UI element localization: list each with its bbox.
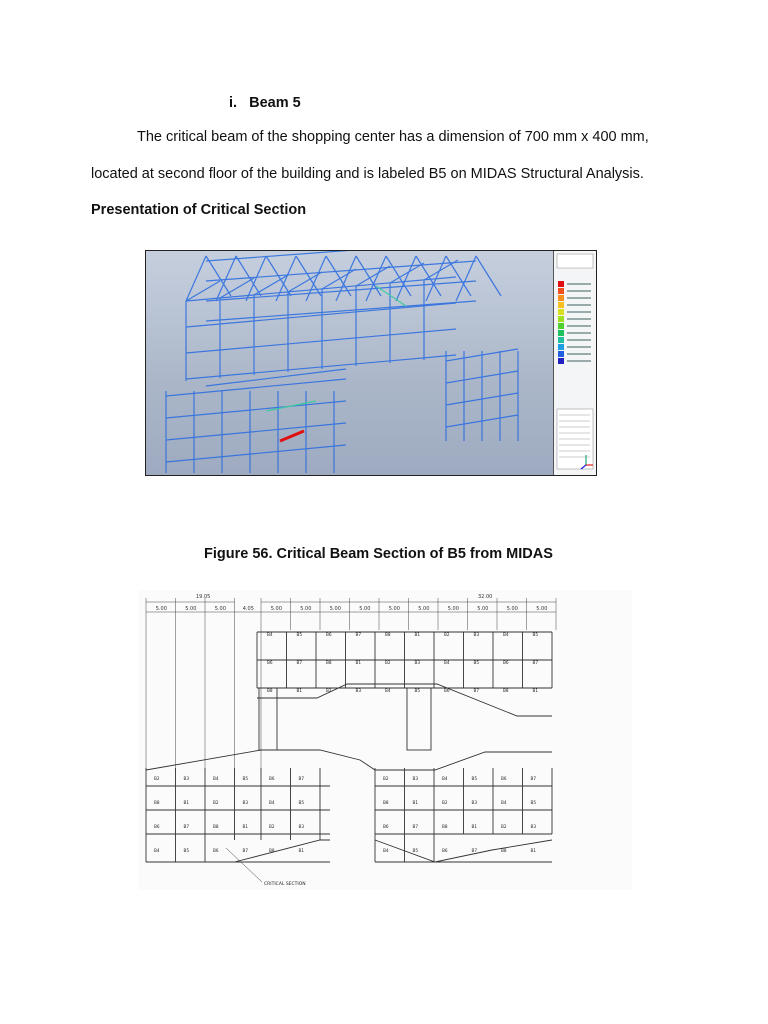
dim-left-total: 19.05 <box>196 594 211 600</box>
svg-text:B2: B2 <box>501 824 507 829</box>
svg-text:B7: B7 <box>298 776 305 781</box>
svg-text:B7: B7 <box>296 660 303 665</box>
critical-section-leader <box>226 848 262 882</box>
svg-text:B4: B4 <box>267 632 273 637</box>
svg-text:B4: B4 <box>501 800 507 805</box>
svg-text:B3: B3 <box>412 776 419 781</box>
svg-text:5.00: 5.00 <box>388 606 400 612</box>
subheading: Presentation of Critical Section <box>91 202 307 218</box>
svg-text:5.00: 5.00 <box>447 606 459 612</box>
svg-text:B8: B8 <box>383 800 389 805</box>
svg-text:B8: B8 <box>501 848 507 853</box>
svg-text:B1: B1 <box>355 660 362 665</box>
svg-text:B3: B3 <box>298 824 305 829</box>
svg-text:B8: B8 <box>326 660 332 665</box>
svg-text:B2: B2 <box>442 800 448 805</box>
svg-text:B8: B8 <box>154 800 160 805</box>
svg-text:5.00: 5.00 <box>300 606 312 612</box>
svg-text:B3: B3 <box>242 800 249 805</box>
svg-text:B6: B6 <box>269 776 275 781</box>
result-legend-panel <box>553 251 596 475</box>
svg-text:B2: B2 <box>383 776 389 781</box>
svg-text:B1: B1 <box>298 848 305 853</box>
svg-text:B3: B3 <box>183 776 190 781</box>
svg-text:B5: B5 <box>296 632 303 637</box>
svg-text:B4: B4 <box>444 660 450 665</box>
svg-text:B5: B5 <box>530 800 537 805</box>
svg-text:B3: B3 <box>414 660 421 665</box>
svg-text:B5: B5 <box>471 776 478 781</box>
svg-text:B8: B8 <box>385 632 391 637</box>
svg-text:B3: B3 <box>530 824 537 829</box>
svg-text:B7: B7 <box>473 688 480 693</box>
svg-text:5.00: 5.00 <box>506 606 518 612</box>
svg-text:B7: B7 <box>183 824 190 829</box>
svg-text:B5: B5 <box>473 660 480 665</box>
svg-text:B6: B6 <box>383 824 389 829</box>
beam-layout-plan <box>138 590 632 890</box>
svg-text:B7: B7 <box>355 632 362 637</box>
dim-right-total: 32.00 <box>478 594 493 600</box>
svg-text:B1: B1 <box>412 800 419 805</box>
svg-text:B4: B4 <box>442 776 448 781</box>
svg-text:B6: B6 <box>267 660 273 665</box>
svg-text:B4: B4 <box>154 848 160 853</box>
svg-text:B1: B1 <box>242 824 249 829</box>
svg-text:B5: B5 <box>532 632 539 637</box>
section-numeral: i. <box>229 95 238 111</box>
svg-text:B5: B5 <box>183 848 190 853</box>
svg-text:B2: B2 <box>444 632 450 637</box>
legend-graphic <box>554 251 596 475</box>
svg-text:B1: B1 <box>296 688 303 693</box>
svg-text:B1: B1 <box>532 688 539 693</box>
svg-text:B8: B8 <box>213 824 219 829</box>
section-title: Beam 5 <box>249 95 301 111</box>
floor-plan-drawing <box>138 590 632 890</box>
svg-text:B2: B2 <box>326 688 332 693</box>
midas-model-image <box>145 250 597 476</box>
critical-beam-mark <box>280 431 304 441</box>
svg-text:B6: B6 <box>503 660 509 665</box>
svg-text:B8: B8 <box>503 688 509 693</box>
paragraph-line-2: located at second floor of the building and is labeled B5 on MIDAS Structural Analysis. <box>91 166 644 182</box>
svg-text:4.05: 4.05 <box>242 606 254 612</box>
svg-text:B4: B4 <box>269 800 275 805</box>
svg-text:B7: B7 <box>530 776 537 781</box>
svg-text:B7: B7 <box>532 660 539 665</box>
svg-text:B1: B1 <box>183 800 190 805</box>
figure-caption: Figure 56. Critical Beam Section of B5 from MIDAS <box>204 546 553 562</box>
svg-text:B4: B4 <box>503 632 509 637</box>
svg-text:B6: B6 <box>213 848 219 853</box>
svg-text:B2: B2 <box>385 660 391 665</box>
section-heading <box>229 95 301 111</box>
svg-text:5.00: 5.00 <box>155 606 167 612</box>
svg-text:B3: B3 <box>355 688 362 693</box>
svg-text:5.00: 5.00 <box>185 606 197 612</box>
svg-text:B8: B8 <box>267 688 273 693</box>
svg-text:B5: B5 <box>242 776 249 781</box>
svg-text:B8: B8 <box>442 824 448 829</box>
svg-text:B3: B3 <box>473 632 480 637</box>
svg-text:B4: B4 <box>213 776 219 781</box>
svg-text:5.00: 5.00 <box>329 606 341 612</box>
svg-text:B6: B6 <box>442 848 448 853</box>
svg-text:B4: B4 <box>385 688 391 693</box>
svg-text:B7: B7 <box>412 824 419 829</box>
svg-text:B2: B2 <box>269 824 275 829</box>
svg-text:5.00: 5.00 <box>536 606 548 612</box>
svg-text:B6: B6 <box>444 688 450 693</box>
svg-text:B7: B7 <box>242 848 249 853</box>
svg-text:B2: B2 <box>154 776 160 781</box>
svg-text:B5: B5 <box>412 848 419 853</box>
svg-text:B1: B1 <box>530 848 537 853</box>
svg-text:5.00: 5.00 <box>477 606 489 612</box>
critical-section-callout: CRITICAL SECTION <box>264 882 306 887</box>
svg-text:B5: B5 <box>414 688 421 693</box>
svg-text:B1: B1 <box>414 632 421 637</box>
svg-text:B5: B5 <box>298 800 305 805</box>
svg-text:5.00: 5.00 <box>359 606 371 612</box>
svg-text:5.00: 5.00 <box>418 606 430 612</box>
svg-text:B3: B3 <box>471 800 478 805</box>
svg-text:B7: B7 <box>471 848 478 853</box>
svg-text:B2: B2 <box>213 800 219 805</box>
paragraph-line-1: The critical beam of the shopping center has a dimension of 700 mm x 400 mm, <box>137 129 649 145</box>
svg-text:B1: B1 <box>471 824 478 829</box>
svg-text:B6: B6 <box>326 632 332 637</box>
svg-text:5.00: 5.00 <box>270 606 282 612</box>
svg-text:B6: B6 <box>501 776 507 781</box>
svg-text:B6: B6 <box>154 824 160 829</box>
svg-text:5.00: 5.00 <box>214 606 226 612</box>
svg-text:B4: B4 <box>383 848 389 853</box>
structural-frame-graphic <box>146 251 554 475</box>
svg-text:B8: B8 <box>269 848 275 853</box>
